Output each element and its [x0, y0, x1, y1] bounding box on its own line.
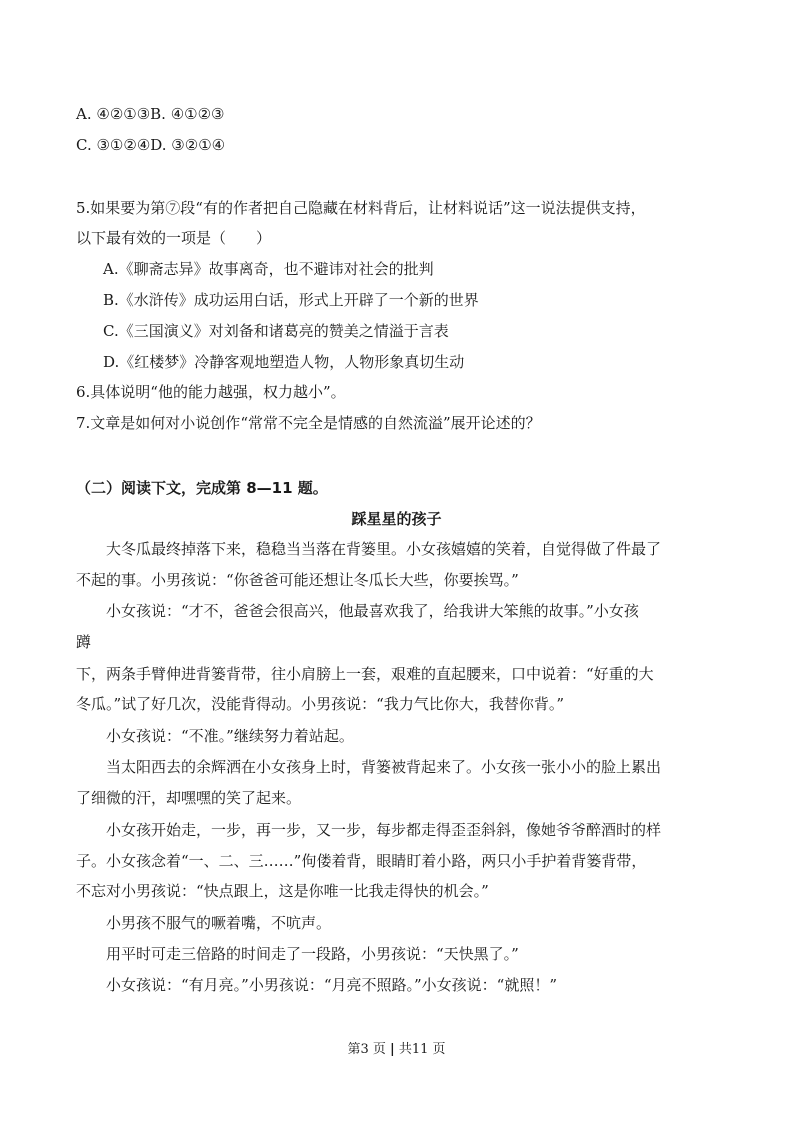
story-line: 小女孩开始走，一步，再一步，又一步，每步都走得歪歪斜斜，像她爷爷醉酒时的样 — [76, 821, 662, 839]
total-pages: 共11 页 — [398, 1042, 446, 1057]
story-title: 踩星星的孩子 — [351, 510, 442, 528]
section-2-heading: （二）阅读下文，完成第 8—11 题。 — [76, 479, 328, 497]
story-line: 不忘对小男孩说：“快点跟上，这是你唯一比我走得快的机会。” — [76, 882, 489, 900]
story-line: 小女孩说：“不准。”继续努力着站起。 — [76, 727, 354, 745]
q6-question: 6.具体说明“他的能力越强，权力越小”。 — [76, 383, 346, 401]
story-line: 子。小女孩念着“一、二、三……”佝偻着背，眼睛盯着小路，两只小手护着背篓背带， — [76, 852, 647, 870]
q7-question: 7.文章是如何对小说创作“常常不完全是情感的自然流溢”展开论述的？ — [76, 414, 541, 432]
story-line: 下，两条手臂伸进背篓背带，往小肩膀上一套，艰难的直起腰来，口中说着：“好重的大 — [76, 665, 654, 683]
story-line: 小男孩不服气的噘着嘴，不吭声。 — [76, 914, 332, 932]
footer-separator: | — [389, 1042, 395, 1057]
story-line: 冬瓜。”试了好几次，没能背得动。小男孩说：“我力气比你大，我替你背。” — [76, 695, 565, 713]
q5-option-d: D.《红楼梦》冷静客观地塑造人物，人物形象真切生动 — [103, 353, 465, 371]
story-line: 不起的事。小男孩说：“你爸爸可能还想让冬瓜长大些，你要挨骂。” — [76, 571, 519, 589]
q5-stem-line-2: 以下最有效的一项是（ ） — [76, 229, 272, 247]
story-line: 当太阳西去的余辉洒在小女孩身上时，背篓被背起来了。小女孩一张小小的脸上累出 — [76, 758, 662, 776]
page-footer — [0, 1040, 793, 1060]
story-line: 大冬瓜最终掉落下来，稳稳当当落在背篓里。小女孩嬉嬉的笑着，自觉得做了件最了 — [76, 540, 662, 558]
q4-options-line-1: A. ④②①③B. ④①②③ — [76, 105, 225, 123]
q5-option-a: A.《聊斋志异》故事离奇，也不避讳对社会的批判 — [103, 260, 434, 278]
q4-options-line-2: C. ③①②④D. ③②①④ — [76, 136, 226, 154]
q5-option-c: C.《三国演义》对刘备和诸葛亮的赞美之情溢于言表 — [103, 322, 449, 340]
story-line: 小女孩说：“有月亮。”小男孩说：“月亮不照路。”小女孩说：“就照！” — [76, 976, 558, 994]
story-line: 用平时可走三倍路的时间走了一段路，小男孩说：“天快黑了。” — [76, 945, 519, 963]
page-number: 第3 页 — [347, 1042, 386, 1057]
story-line: 了细微的汗，却嘿嘿的笑了起来。 — [76, 789, 302, 807]
story-line: 小女孩说：“才不，爸爸会很高兴，他最喜欢我了，给我讲大笨熊的故事。”小女孩 — [76, 602, 639, 620]
q5-option-b: B.《水浒传》成功运用白话，形式上开辟了一个新的世界 — [103, 291, 479, 309]
q5-stem-line-1: 5.如果要为第⑦段“有的作者把自己隐藏在材料背后，让材料说话”这一说法提供支持， — [76, 199, 646, 217]
story-line: 蹲 — [76, 633, 92, 651]
